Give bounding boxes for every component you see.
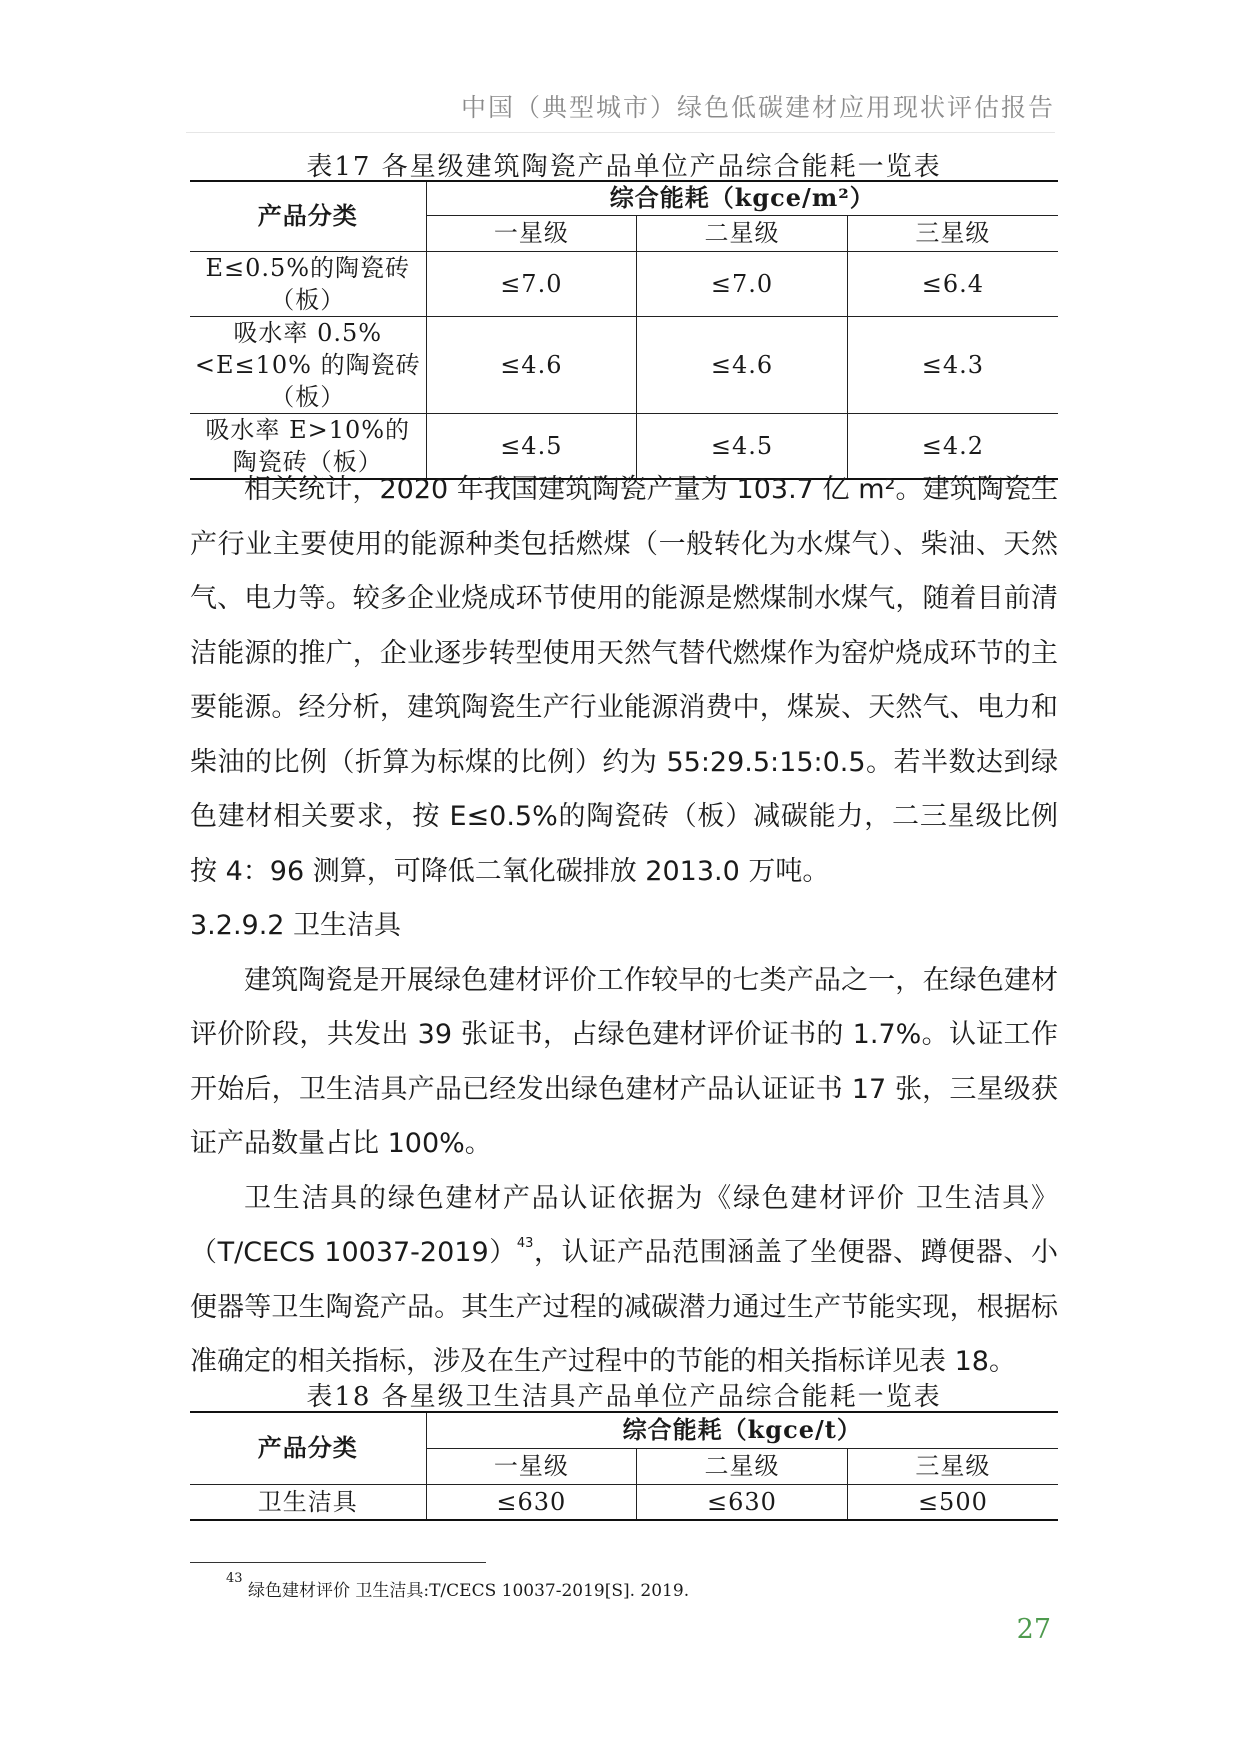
body-text [190, 463, 1058, 1390]
table17-group-header: 综合能耗（kgce/m²） [426, 181, 1058, 215]
table-cell: ≤4.5 [426, 413, 637, 479]
table-cell: ≤500 [847, 1484, 1058, 1520]
header-divider [186, 132, 1055, 133]
table-cell-category: 卫生洁具 [190, 1484, 426, 1520]
table17-caption: 表17 各星级建筑陶瓷产品单位产品综合能耗一览表 [306, 152, 942, 182]
table-cell-category: E≤0.5%的陶瓷砖（板） [190, 251, 426, 316]
table-cell-category: 吸水率 E>10%的陶瓷砖（板） [190, 413, 426, 479]
footnote [226, 1571, 690, 1601]
table-cell: ≤4.6 [426, 316, 637, 413]
table18-category-header: 产品分类 [190, 1412, 426, 1484]
table-cell-category: 吸水率 0.5%<E≤10% 的陶瓷砖（板） [190, 316, 426, 413]
table-cell: ≤6.4 [847, 251, 1058, 316]
table17-level-header: 二星级 [637, 215, 848, 251]
table17-level-header: 三星级 [847, 215, 1058, 251]
paragraph: 相关统计，2020 年我国建筑陶瓷产量为 103.7 亿 m²。建筑陶瓷生产行业主要使用的能源种类包括燃煤（一般转化为水煤气）、柴油、天然气、电力等。较多企业烧成环节使用的能源是燃煤制水煤气，随着目前清洁能源的推广，企业逐步转型使用天然气替代燃煤作为窑炉烧成环节的主要能源。经分析，建筑陶瓷生产行业能源消费中，煤炭、天然气、电力和柴油的比例（折算为标煤的比例）约为 55:29.5:15:0.5。若半数达到绿色建材相关要求，按 E≤0.5%的陶瓷砖（板）减碳能力，二三星级比例按 4：96 测算，可降低二氧化碳排放 2013.0 万吨。 [190, 474, 1058, 887]
table18-level-header: 一星级 [426, 1448, 637, 1484]
table18-level-header: 三星级 [847, 1448, 1058, 1484]
table17-category-header: 产品分类 [190, 181, 426, 251]
paragraph-text: ，认证产品范围涵盖了坐便器、蹲便器、小便器等卫生陶瓷产品。其生产过程的减碳潜力通过生产节能实现，根据标准确定的相关指标，涉及在生产过程中的节能的相关指标详见表 18。 [190, 1237, 1059, 1377]
paragraph-text: 卫生洁具的绿色建材产品认证依据为《绿色建材评价 卫生洁具》（T/CECS 10037-2019） [190, 1182, 1058, 1268]
paragraph: 建筑陶瓷是开展绿色建材评价工作较早的七类产品之一，在绿色建材评价阶段，共发出 39 张证书，占绿色建材评价证书的 1.7%。认证工作开始后，卫生洁具产品已经发出绿色建材产品认证证书 17 张，三星级获证产品数量占比 100%。 [190, 964, 1058, 1159]
table-row [190, 1484, 1058, 1520]
table18-group-header: 综合能耗（kgce/t） [426, 1412, 1058, 1448]
page-number: 27 [1016, 1614, 1051, 1645]
paragraph [190, 1172, 1058, 1390]
table-cell: ≤630 [426, 1484, 637, 1520]
running-header: 中国（典型城市）绿色低碳建材应用现状评估报告 [460, 93, 1055, 122]
table17-level-header: 一星级 [426, 215, 637, 251]
table18-caption: 表18 各星级卫生洁具产品单位产品综合能耗一览表 [306, 1382, 942, 1412]
footnote-divider [190, 1562, 486, 1563]
section-heading: 3.2.9.2 卫生洁具 [190, 910, 402, 941]
table17 [190, 180, 1058, 480]
table18-level-header: 二星级 [637, 1448, 848, 1484]
table-cell: ≤7.0 [637, 251, 848, 316]
table-cell: ≤7.0 [426, 251, 637, 316]
table18 [190, 1411, 1058, 1521]
table-cell: ≤4.2 [847, 413, 1058, 479]
table-cell: ≤4.5 [637, 413, 848, 479]
table-cell: ≤4.3 [847, 316, 1058, 413]
footnote-text: 绿色建材评价 卫生洁具:T/CECS 10037-2019[S]. 2019. [247, 1581, 690, 1601]
table-row [190, 316, 1058, 413]
table-cell: ≤4.6 [637, 316, 848, 413]
table-cell: ≤630 [637, 1484, 848, 1520]
table-row [190, 251, 1058, 316]
footnote-ref[interactable]: 43 [516, 1236, 534, 1251]
footnote-number: 43 [226, 1571, 243, 1586]
